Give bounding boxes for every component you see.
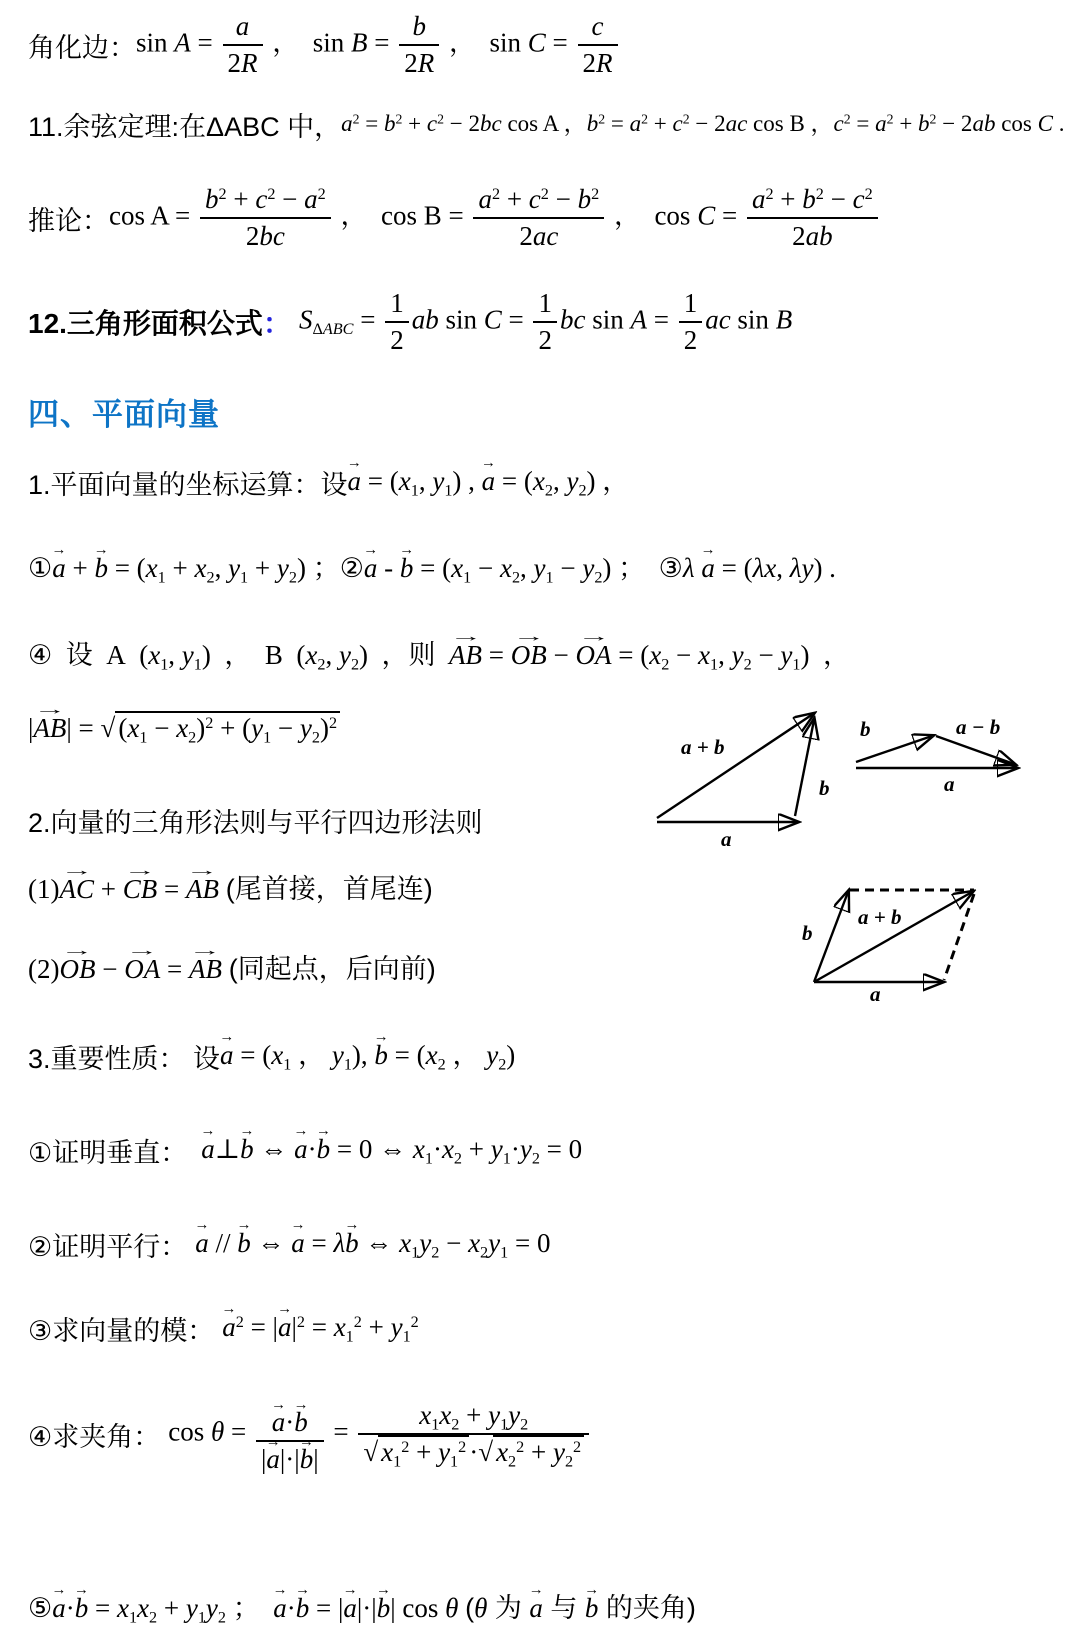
triangle-sub-base-label: a: [944, 772, 955, 792]
triangle-sub-left-label: b: [860, 717, 871, 741]
coordinate-operations-label: 1.平面向量的坐标运算：设: [28, 469, 348, 500]
sine-rule-formula: sin A = $\frac{a}{2R}$ ， sin B = $\frac{b}{2R}$ ， sin C = $\frac{c}{2R}$: [136, 11, 621, 79]
section-title: 四、平面向量: [28, 396, 220, 432]
line-vector-ab: [28, 626, 850, 686]
line-perpendicular: [28, 1118, 582, 1182]
dot-product-formula: ⑤→ $a\cdot\to b = x_1x_2 + y_1y_2$ ； → a·→ b = |→ a|·|→ b| cos θ (θ 为 → a 与 → b 的夹角): [28, 1592, 696, 1626]
line-corollary: [28, 172, 881, 264]
line-cosine-rule: [28, 100, 1064, 148]
heading-triangle-parallelogram-rules: [28, 800, 483, 840]
parallelogram-diagonal-label: a + b: [858, 905, 902, 929]
parallel-label: ②证明平行：: [28, 1231, 188, 1262]
line-angle-between: [28, 1378, 592, 1490]
modulus-label: ③求向量的模：: [28, 1315, 215, 1346]
diagram-parallelogram-rule: [800, 878, 990, 1002]
vector-add-sub-scalar-formula: ①→ a + → $b = (x_1 + x_2$, $y_1 + y_2$) ；②→ a - → $b = (x_1 - x_2$, $y_1 - y_2$) ； ③λ → a = (λx, λy) .: [28, 552, 836, 586]
modulus-formula: → $a^2$ = |→ $a|^2 = x_1^2 + y_1^2$: [222, 1311, 419, 1345]
parallelogram-base-label: a: [870, 982, 881, 1002]
triangle-area-formula: $S_{\Delta ABC}$ = $\frac{1}{2}$ ab sin C = $\frac{1}{2}$ bc sin A = $\frac{1}{2}$ ac sin B: [298, 287, 793, 355]
cosine-rule-label: 11.余弦定理:在ΔABC 中，: [28, 111, 342, 142]
angle-between-label: ④求夹角：: [28, 1421, 161, 1452]
triangle-rule-side-label: a + b: [681, 735, 725, 759]
rules-heading-label: 2.向量的三角形法则与平行四边形法则: [28, 807, 483, 838]
corollary-formula: cos A = $\frac{b^2 + c^2 - a^2}{2bc}$ ， cos B = $\frac{a^2 + c^2 - b^2}{2ac}$ ， cos C = $\frac{a^2 + b^2 - c^2}{2ab}$: [109, 184, 881, 252]
angle-between-formula: cos θ = → $\frac{a\cdot\to b}{|\to a|\cdot|\to b|}$ = $\frac{x_1x_2 + y_1y_2}{√ x_1^2 + y_1^2 \cdot√ x_2^2 + y_2^2}$: [168, 1393, 592, 1475]
parallel-formula: → a // → b ⇔ → a = λ→ b ⇔ $x_1y_2 - x_2y_1 = 0$: [195, 1227, 550, 1261]
line-vector-magnitude-ab: [28, 692, 340, 766]
diagram-triangle-subtraction: [848, 712, 1028, 792]
corollary-label: 推论：: [28, 205, 109, 236]
rule-1-formula: (1)→ AC + → CB = → AB (尾首接，首尾连): [28, 873, 433, 907]
line-coordinate-operations: [28, 452, 629, 512]
triangle-rule-base-label: a: [721, 827, 732, 850]
triangle-area-label: 12.三角形面积公式: [28, 308, 263, 339]
triangle-area-colon: ：: [262, 308, 291, 339]
triangle-rule-right-label: b: [819, 776, 830, 800]
coordinate-operations-formula: → $a = (x_1$, $y_1$) , → $a = (x_2$, $y_2$) ，: [348, 465, 630, 499]
triangle-sub-top-label: a − b: [956, 715, 1001, 739]
perpendicular-label: ①证明垂直：: [28, 1137, 188, 1168]
vector-magnitude-ab-formula: |→ AB| = √ $(x_1 - x_2)^2 + (y_1 - y_2)^2$: [28, 712, 340, 746]
rule-2-formula: (2)→ OB − → OA = → AB (同起点，后向前): [28, 953, 436, 987]
line-triangle-area: [28, 282, 792, 362]
line-important-properties: [28, 1022, 515, 1090]
heading-plane-vectors: [28, 390, 220, 432]
sine-rule-label: 角化边：: [28, 32, 136, 63]
line-parallel: [28, 1212, 550, 1276]
diagram-triangle-rule: [645, 700, 840, 850]
important-properties-formula: → $a = (x_1$ ， $y_1$), → $b = (x_2$ ， $y_2$): [220, 1039, 515, 1073]
perpendicular-formula: → a⊥→ b ⇔ → a·→ b = 0 ⇔ $x_1\cdot x_2 + y_1\cdot y_2 = 0$: [201, 1133, 582, 1167]
vector-ab-formula: ④ 设 A ($x_1$, $y_1$) ， B ($x_2$, $y_2$) ，则 → AB = → OB − → OA = ($x_2 - x_1$, $y_2 - y_1$) ，: [28, 639, 850, 673]
important-properties-label: 3.重要性质： 设: [28, 1043, 221, 1074]
line-sine-angle-to-side: [28, 2, 621, 88]
line-vector-add-sub-scalar: [28, 538, 836, 600]
cosine-rule-formula: $a^2 = b^2 + c^2 - 2bc$ cos A ，$b^2 = a^2 + c^2 - 2ac$ cos B ，$c^2 = a^2 + b^2 - 2ab$ cos C .: [341, 110, 1065, 136]
line-rule-2: [28, 942, 436, 998]
line-dot-product: [28, 1576, 696, 1642]
parallelogram-left-label: b: [802, 921, 813, 945]
line-rule-1: [28, 862, 433, 918]
line-modulus: [28, 1296, 419, 1360]
